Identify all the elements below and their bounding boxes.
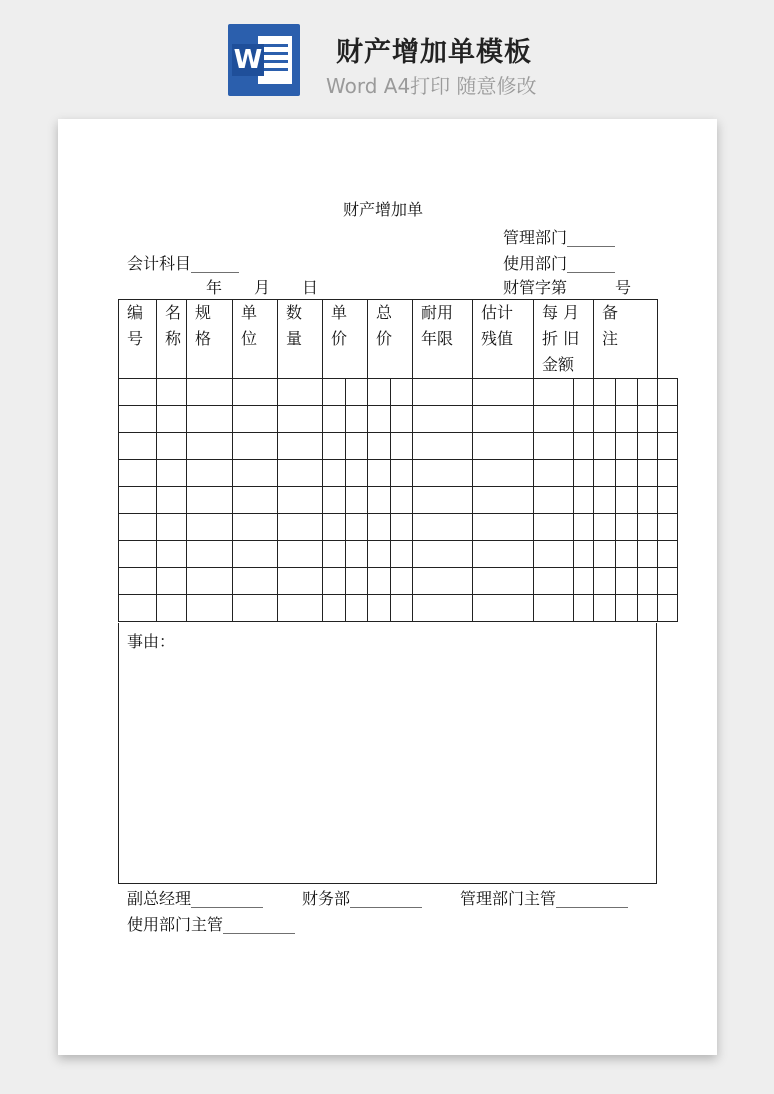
table-cell[interactable] <box>368 568 391 595</box>
table-cell[interactable] <box>233 487 278 514</box>
template-subtitle: Word A4打印 随意修改 <box>326 74 537 98</box>
table-cell[interactable] <box>278 487 323 514</box>
table-cell[interactable] <box>658 487 678 514</box>
table-cell[interactable] <box>346 406 368 433</box>
document-page <box>58 119 717 1055</box>
table-header-text: 总 <box>376 303 393 322</box>
table-header-text: 耐用 <box>421 303 454 322</box>
table-cell[interactable] <box>473 487 534 514</box>
table-header-text: 号 <box>127 329 144 348</box>
template-title: 财产增加单模板 <box>336 37 532 68</box>
table-cell[interactable] <box>413 541 473 568</box>
table-cell[interactable] <box>368 541 391 568</box>
table-cell[interactable] <box>119 568 157 595</box>
table-header-cell <box>534 300 594 379</box>
table-cell[interactable] <box>413 487 473 514</box>
account-subject-field: 会计科目______ <box>127 254 240 273</box>
table-cell[interactable] <box>534 406 574 433</box>
table-row <box>119 568 678 595</box>
table-cell[interactable] <box>574 433 594 460</box>
table-cell[interactable] <box>119 514 157 541</box>
table-cell[interactable] <box>187 379 233 406</box>
table-cell[interactable] <box>413 595 473 622</box>
table-cell[interactable] <box>157 568 187 595</box>
word-icon-line <box>264 44 288 47</box>
word-icon-line <box>264 60 288 63</box>
table-cell[interactable] <box>368 433 391 460</box>
use-dept-field: 使用部门______ <box>503 254 616 273</box>
date-line: 年 月 日 <box>206 278 319 297</box>
table-cell[interactable] <box>187 541 233 568</box>
table-header-text: 称 <box>165 329 182 348</box>
table-cell[interactable] <box>473 595 534 622</box>
table-header-cell <box>594 300 658 379</box>
table-header-text: 量 <box>286 329 303 348</box>
table-cell[interactable] <box>323 379 346 406</box>
table-header-cell <box>233 300 278 379</box>
table-cell[interactable] <box>413 568 473 595</box>
table-cell[interactable] <box>473 379 534 406</box>
table-cell[interactable] <box>658 460 678 487</box>
table-cell[interactable] <box>534 487 574 514</box>
table-cell[interactable] <box>574 487 594 514</box>
table-cell[interactable] <box>323 595 346 622</box>
table-cell[interactable] <box>638 568 658 595</box>
table-cell[interactable] <box>594 487 616 514</box>
form-title: 财产增加单 <box>343 200 424 219</box>
table-cell[interactable] <box>594 406 616 433</box>
table-cell[interactable] <box>616 406 638 433</box>
table-cell[interactable] <box>391 595 413 622</box>
table-cell[interactable] <box>638 433 658 460</box>
table-header-text: 金额 <box>542 355 575 374</box>
table-cell[interactable] <box>119 433 157 460</box>
word-icon-line <box>264 68 288 71</box>
banner <box>0 0 774 108</box>
table-cell[interactable] <box>346 595 368 622</box>
table-cell[interactable] <box>534 568 574 595</box>
table-cell[interactable] <box>473 406 534 433</box>
table-header-text: 价 <box>376 329 393 348</box>
table-header-text: 注 <box>602 329 619 348</box>
table-cell[interactable] <box>187 514 233 541</box>
table-cell[interactable] <box>658 541 678 568</box>
table-cell[interactable] <box>574 379 594 406</box>
table-header-cell <box>187 300 233 379</box>
table-cell[interactable] <box>413 514 473 541</box>
table-cell[interactable] <box>157 595 187 622</box>
table-cell[interactable] <box>616 379 638 406</box>
table-cell[interactable] <box>594 595 616 622</box>
table-cell[interactable] <box>658 406 678 433</box>
table-cell[interactable] <box>278 460 323 487</box>
table-cell[interactable] <box>473 568 534 595</box>
table-cell[interactable] <box>346 487 368 514</box>
reason-box <box>118 623 657 884</box>
table-cell[interactable] <box>157 433 187 460</box>
table-cell[interactable] <box>391 514 413 541</box>
table-cell[interactable] <box>233 406 278 433</box>
table-cell[interactable] <box>187 568 233 595</box>
table-header-text: 估计 <box>481 303 514 322</box>
table-header-cell <box>368 300 413 379</box>
table-cell[interactable] <box>413 379 473 406</box>
table-cell[interactable] <box>187 406 233 433</box>
table-cell[interactable] <box>278 568 323 595</box>
table-cell[interactable] <box>391 433 413 460</box>
table-cell[interactable] <box>233 568 278 595</box>
table-header-text: 残值 <box>481 329 514 348</box>
table-cell[interactable] <box>534 514 574 541</box>
table-cell[interactable] <box>413 406 473 433</box>
table-cell[interactable] <box>473 433 534 460</box>
table-cell[interactable] <box>574 460 594 487</box>
table-row <box>119 595 678 622</box>
table-cell[interactable] <box>658 568 678 595</box>
table-header-cell <box>473 300 534 379</box>
table-cell[interactable] <box>233 514 278 541</box>
table-cell[interactable] <box>638 595 658 622</box>
table-cell[interactable] <box>594 568 616 595</box>
table-cell[interactable] <box>119 541 157 568</box>
table-row <box>119 514 678 541</box>
deputy-gm-signature: 副总经理_________ <box>127 889 264 908</box>
table-cell[interactable] <box>594 514 616 541</box>
table-header-text: 折 旧 <box>542 329 580 348</box>
table-cell[interactable] <box>278 541 323 568</box>
word-icon-line <box>264 52 288 55</box>
table-cell[interactable] <box>323 460 346 487</box>
table-header-text: 数 <box>286 303 303 322</box>
table-cell[interactable] <box>534 433 574 460</box>
table-header-cell <box>119 300 157 379</box>
table-cell[interactable] <box>368 595 391 622</box>
mgmt-head-signature: 管理部门主管_________ <box>460 889 629 908</box>
table-cell[interactable] <box>346 568 368 595</box>
table-cell[interactable] <box>534 460 574 487</box>
table-cell[interactable] <box>368 460 391 487</box>
table-header-text: 单 <box>241 303 258 322</box>
mgmt-dept-field: 管理部门______ <box>503 228 616 247</box>
table-header-cell <box>278 300 323 379</box>
table-cell[interactable] <box>278 595 323 622</box>
table-cell[interactable] <box>574 595 594 622</box>
table-cell[interactable] <box>534 541 574 568</box>
table-cell[interactable] <box>473 514 534 541</box>
table-cell[interactable] <box>346 379 368 406</box>
table-cell[interactable] <box>391 460 413 487</box>
table-cell[interactable] <box>616 595 638 622</box>
table-cell[interactable] <box>574 514 594 541</box>
table-cell[interactable] <box>638 460 658 487</box>
table-header-text: 位 <box>241 329 258 348</box>
table-cell[interactable] <box>368 379 391 406</box>
table-cell[interactable] <box>368 487 391 514</box>
table-cell[interactable] <box>119 460 157 487</box>
table-header-text: 单 <box>331 303 348 322</box>
table-cell[interactable] <box>574 541 594 568</box>
table-header-text: 规 <box>195 303 212 322</box>
table-cell[interactable] <box>658 433 678 460</box>
table-header-text: 备 <box>602 303 619 322</box>
table-cell[interactable] <box>413 460 473 487</box>
table-cell[interactable] <box>323 433 346 460</box>
table-cell[interactable] <box>157 541 187 568</box>
table-cell[interactable] <box>473 460 534 487</box>
table-row <box>119 460 678 487</box>
table-cell[interactable] <box>346 514 368 541</box>
table-cell[interactable] <box>368 514 391 541</box>
table-row <box>119 541 678 568</box>
table-cell[interactable] <box>157 460 187 487</box>
reason-label: 事由： <box>127 632 176 651</box>
table-row <box>119 487 678 514</box>
table-cell[interactable] <box>616 487 638 514</box>
table-cell[interactable] <box>157 514 187 541</box>
table-cell[interactable] <box>346 433 368 460</box>
table-row <box>119 433 678 460</box>
table-cell[interactable] <box>323 406 346 433</box>
table-header-cell <box>157 300 187 379</box>
table-cell[interactable] <box>638 487 658 514</box>
table-cell[interactable] <box>473 541 534 568</box>
table-cell[interactable] <box>233 595 278 622</box>
word-icon-letter: W <box>233 45 263 75</box>
table-header-cell <box>323 300 368 379</box>
table-cell[interactable] <box>658 595 678 622</box>
table-cell[interactable] <box>391 379 413 406</box>
table-cell[interactable] <box>157 487 187 514</box>
table-cell[interactable] <box>233 433 278 460</box>
table-header-text: 每 月 <box>542 303 580 322</box>
table-cell[interactable] <box>278 433 323 460</box>
table-cell[interactable] <box>638 379 658 406</box>
table-cell[interactable] <box>616 514 638 541</box>
table-row <box>119 379 678 406</box>
word-icon <box>228 24 300 96</box>
table-cell[interactable] <box>119 487 157 514</box>
table-cell[interactable] <box>233 541 278 568</box>
table-cell[interactable] <box>616 568 638 595</box>
table-cell[interactable] <box>574 406 594 433</box>
use-head-signature: 使用部门主管_________ <box>127 915 296 934</box>
table-cell[interactable] <box>278 406 323 433</box>
table-cell[interactable] <box>233 379 278 406</box>
table-cell[interactable] <box>391 406 413 433</box>
table-cell[interactable] <box>594 379 616 406</box>
table-cell[interactable] <box>157 379 187 406</box>
table-cell[interactable] <box>187 487 233 514</box>
table-cell[interactable] <box>594 433 616 460</box>
table-cell[interactable] <box>346 460 368 487</box>
table-cell[interactable] <box>616 541 638 568</box>
table-cell[interactable] <box>233 460 278 487</box>
finance-signature: 财务部_________ <box>302 889 423 908</box>
table-cell[interactable] <box>323 514 346 541</box>
table-cell[interactable] <box>346 541 368 568</box>
table-cell[interactable] <box>594 460 616 487</box>
table-row <box>119 406 678 433</box>
table-cell[interactable] <box>413 433 473 460</box>
table-cell[interactable] <box>323 487 346 514</box>
table-cell[interactable] <box>187 433 233 460</box>
table-cell[interactable] <box>616 460 638 487</box>
table-cell[interactable] <box>616 433 638 460</box>
table-cell[interactable] <box>278 514 323 541</box>
table-cell[interactable] <box>368 406 391 433</box>
table-cell[interactable] <box>119 379 157 406</box>
table-cell[interactable] <box>534 379 574 406</box>
table-cell[interactable] <box>323 568 346 595</box>
table-cell[interactable] <box>574 568 594 595</box>
table-header-text: 价 <box>331 329 348 348</box>
table-cell[interactable] <box>323 541 346 568</box>
table-cell[interactable] <box>157 406 187 433</box>
table-cell[interactable] <box>391 541 413 568</box>
table-cell[interactable] <box>638 541 658 568</box>
asset-table <box>118 299 678 622</box>
table-cell[interactable] <box>638 514 658 541</box>
table-cell[interactable] <box>391 487 413 514</box>
table-header-text: 编 <box>127 303 144 322</box>
table-header-text: 格 <box>195 329 212 348</box>
table-header-cell <box>413 300 473 379</box>
table-cell[interactable] <box>391 568 413 595</box>
table-header-row <box>119 300 678 379</box>
table-cell[interactable] <box>187 460 233 487</box>
table-cell[interactable] <box>187 595 233 622</box>
table-cell[interactable] <box>278 379 323 406</box>
table-header-text: 年限 <box>421 329 454 348</box>
table-cell[interactable] <box>594 541 616 568</box>
voucher-number: 财管字第 号 <box>503 278 632 297</box>
table-header-text: 名 <box>165 303 182 322</box>
table-cell[interactable] <box>658 379 678 406</box>
table-cell[interactable] <box>119 595 157 622</box>
table-cell[interactable] <box>119 406 157 433</box>
table-cell[interactable] <box>534 595 574 622</box>
table-cell[interactable] <box>658 514 678 541</box>
table-cell[interactable] <box>638 406 658 433</box>
